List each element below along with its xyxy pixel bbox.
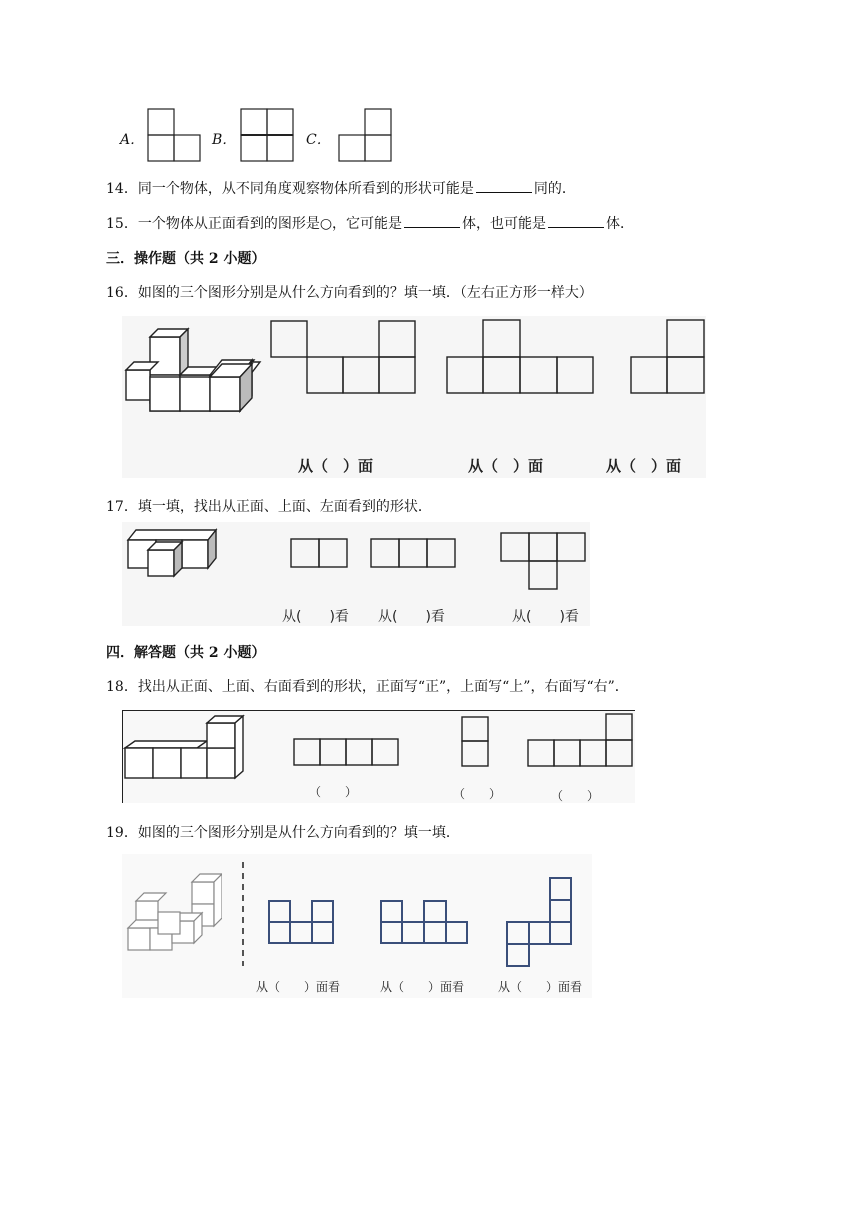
question-17: 17．填一填，找出从正面、上面、左面看到的形状． bbox=[106, 499, 432, 515]
q16-view-2 bbox=[446, 319, 596, 397]
option-b-figure bbox=[240, 108, 294, 162]
q17-figure bbox=[122, 522, 590, 626]
q19-cube-solid bbox=[122, 854, 222, 954]
option-a-label: A． bbox=[120, 132, 145, 148]
q15-text-mid: 体，也可能是 bbox=[462, 216, 547, 232]
option-c-figure bbox=[338, 108, 392, 162]
q15-blank-2[interactable] bbox=[548, 214, 604, 228]
q16-caption-1[interactable]: 从（ ）面 bbox=[298, 457, 374, 475]
q19-view-2 bbox=[380, 900, 472, 946]
q17-caption-2[interactable]: 从( )看 bbox=[378, 609, 445, 625]
q18-view-1 bbox=[293, 738, 401, 768]
option-a-figure bbox=[147, 108, 201, 162]
question-19: 19．如图的三个图形分别是从什么方向看到的？填一填． bbox=[106, 825, 460, 841]
q18-caption-2[interactable]: （ ） bbox=[453, 787, 502, 801]
q15-blank-1[interactable] bbox=[404, 214, 460, 228]
q18-caption-3[interactable]: （ ） bbox=[551, 789, 600, 803]
q16-caption-2[interactable]: 从（ ）面 bbox=[468, 457, 544, 475]
q18-view-2 bbox=[461, 716, 491, 772]
q18-view-3 bbox=[527, 713, 635, 769]
q17-caption-3[interactable]: 从( )看 bbox=[512, 609, 579, 625]
question-14 bbox=[106, 178, 576, 198]
q17-cube-solid bbox=[122, 522, 222, 582]
section-4-heading: 四．解答题（共 2 小题） bbox=[106, 645, 266, 661]
q17-caption-1[interactable]: 从( )看 bbox=[282, 609, 349, 625]
question-15 bbox=[106, 213, 634, 233]
q19-view-3 bbox=[506, 877, 576, 969]
q17-view-1 bbox=[290, 538, 350, 570]
q19-view-1 bbox=[268, 900, 338, 946]
q15-text-end: 体． bbox=[606, 216, 635, 232]
question-16: 16．如图的三个图形分别是从什么方向看到的？填一填．（左右正方形一样大） bbox=[106, 285, 593, 301]
q18-cube-solid bbox=[123, 711, 247, 783]
q14-text-end: 同的． bbox=[533, 181, 576, 197]
q16-caption-3[interactable]: 从（ ）面 bbox=[606, 457, 682, 475]
q14-blank[interactable] bbox=[476, 179, 532, 193]
q19-caption-3[interactable]: 从（ ）面看 bbox=[498, 980, 583, 994]
q19-caption-2[interactable]: 从（ ）面看 bbox=[380, 980, 465, 994]
q18-figure bbox=[122, 710, 635, 803]
q15-text: 15．一个物体从正面看到的图形是○，它可能是 bbox=[106, 216, 403, 232]
q18-caption-1[interactable]: （ ） bbox=[309, 785, 358, 799]
q16-view-1 bbox=[270, 320, 418, 398]
q16-view-3 bbox=[630, 319, 708, 397]
q14-text: 14．同一个物体，从不同角度观察物体所看到的形状可能是 bbox=[106, 181, 474, 197]
q19-figure bbox=[122, 854, 592, 998]
q17-view-2 bbox=[370, 538, 458, 570]
q17-view-3 bbox=[500, 532, 588, 592]
q19-caption-1[interactable]: 从（ ）面看 bbox=[256, 980, 341, 994]
option-b-label: B． bbox=[212, 132, 237, 148]
q19-dashed-divider bbox=[240, 862, 246, 966]
section-3-heading: 三．操作题（共 2 小题） bbox=[106, 251, 266, 267]
question-18: 18．找出从正面、上面、右面看到的形状，正面写“正”，上面写“上”，右面写“右”． bbox=[106, 679, 629, 695]
option-c-label: C． bbox=[306, 132, 331, 148]
q16-figure bbox=[122, 316, 706, 478]
